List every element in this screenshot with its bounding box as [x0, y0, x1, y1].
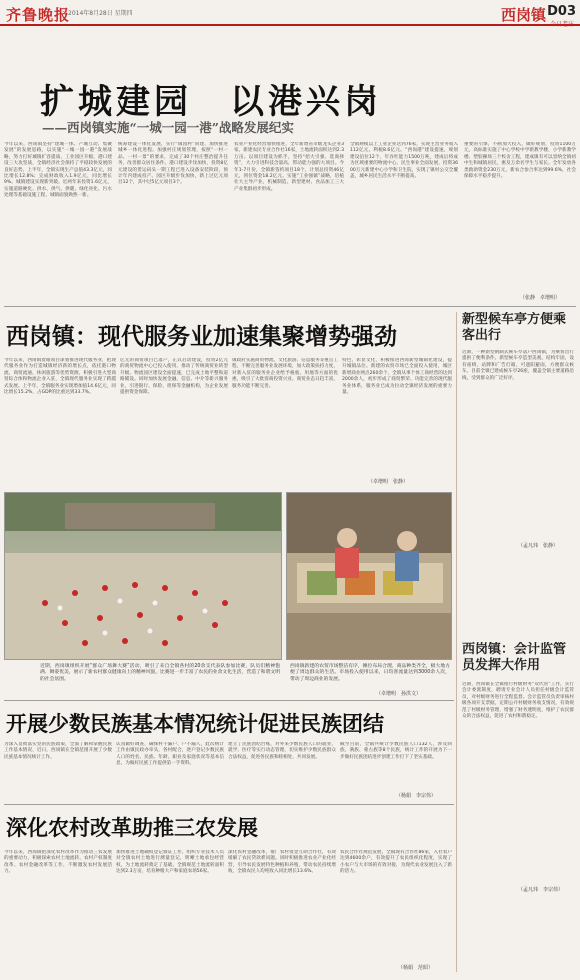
lead-headline: 扩城建园 以港兴岗	[40, 82, 382, 122]
article2-body-col2: 亿元的商贸项目已落户，正式启动建设，投资2亿元的商贸物流中心已投入使用，推动了传统商贸业转型升级。物流园区建设全面提速，已完成土地平整和道路铺设。同时加快发展金融、信息、中介等新兴服务业，引进银行、保险、担保等金融机构，为企业发展提供资金保障。	[120, 358, 228, 396]
side-story1-headline: 新型候车亭方便乘客出行	[462, 312, 567, 343]
photo-caption-left: 近期，西岗镇组织开展“群众广场舞大赛”活动，吸引了来自全镇各村的20余支代表队参加比赛，队员们精神饱满、舞姿优美，展示了新农村群众健康向上的精神风貌。比赛进一步丰富了农民的业余文化生活，营造了和谐文明的社会氛围。	[40, 664, 280, 682]
article3-body-col2: 认真做好调查，确保村不漏户、户不漏人，此次统计工作由镇民政办牵头，各村配合，逐户登记少数民族人口的姓名、民族、年龄、职业及家庭状况等基本信息，为做好民族工作提供第一手资料。	[116, 742, 224, 767]
divider	[4, 306, 576, 307]
market-photo	[286, 492, 452, 660]
masthead	[0, 0, 580, 26]
side-story2	[462, 642, 576, 972]
article2-body-col1: 今年以来，西岗镇着眼项目谋划推进现代服务业，把现代服务业作为打造城镇经济新的增长点，依托港口物流、商贸流通、休闲旅游等优势资源，积极引进大型商贸综合体和物流企业入驻，全镇现代服务业实现了跨越式发展。上半年，全镇服务业实现增加值14.6亿元，同比增长15.2%，占GDP的比重达到33.7%。	[4, 358, 116, 396]
article2-body-col4: 特色，彰显文化，积极推进西岗新型城镇化建设，提升城镇品位。新建的农贸市场已全面投入使用，城区新增商业网点260余个，全镇从事个体工商经营的达到2000余人，初步形成了商贸繁荣、功能完善的现代服务业体系，服务业已成为拉动全镇经济发展的重要力量。	[342, 358, 452, 396]
edition-label: 今日老庄	[549, 21, 574, 28]
article3-body-col3: 建立了民族团结台账，对外来少数民族人口的就业、就学、医疗等实行动态管理，切实维护少数民族群众合法权益，促进各民族和睦相处，共同发展。	[228, 742, 336, 760]
article3-headline: 开展少数民族基本情况统计促进民族团结	[6, 711, 384, 736]
square-dance-photo	[4, 492, 282, 660]
side-story1-body: 近期，一种新型钢制式候车亭落户西岗镇，为乘客出行提供了便利条件。新型候车亭造型美观、结构牢固，设有座椅、站牌和广告灯箱，可遮阳避雨，方便群众候车。目前全镇已建成候车亭26座，覆盖全镇主要道路沿线，受到群众的广泛好评。	[462, 350, 574, 381]
article3-body-col1: 为深入贯彻落实党的民族政策，全面了解和掌握民族工作基本情况，近日，西岗镇在全镇范围开展了少数民族基本情况统计工作。	[4, 742, 112, 760]
article4-body-col1: 今年以来，西岗镇把深化农村改革作为推动三农发展的重要动力，积极探索农村土地流转、农村产权制度改革、农村金融改革等工作，不断激发农村发展活力。	[4, 850, 112, 875]
divider	[4, 700, 454, 701]
lead-body-col3: 农业产业化经营加快推进，全年新增省市级龙头企业3家，新建农民专业合作社16家，土地流转面积达到2.3万亩。以项目建设为抓手，坚持“招大引强、选商择资”，大力引进科技含量高、带动能力强的大项目。今年1-7月份，全镇新签约项目18个，计划总投资46亿元，到位资金18.2亿元。实施“工业强镇”战略，培植壮大主导产业，机械制造、新型建材、食品加工三大产业集群初步形成。	[234, 142, 344, 192]
lead-body-col5: 重要的引擎，不断加大投入，做好规划，投资1100万元，高标准实施了中心学校中学新教学楼、小学新教学楼、塑胶操场三个校舍工程，建成镇有可以容纳全镇初中生和城镇居民，惠及万余名学生与家长。全年发放各类救助资金230万元，新农合参合率达到99.6%，社会保障水平稳步提升。	[464, 142, 576, 180]
page-number: D03	[547, 4, 576, 19]
section-name: 西岗镇	[500, 6, 546, 24]
article4-byline: （杨娟 范昭）	[398, 965, 434, 971]
side-story2-headline: 西岗镇：会计监管员发挥大作用	[462, 642, 567, 673]
side-story1-byline: （孟凡玮 张静）	[518, 543, 559, 549]
lead-subheadline: ——西岗镇实施“一城一园一港”战略发展纪实	[42, 120, 294, 135]
article2-byline: （卓增明 张静）	[368, 479, 409, 485]
side-divider	[456, 312, 457, 972]
article3-body-col4: 截至目前，全镇共统计少数民族人口132人，涉及回族、满族、蒙古族等8个民族，统计工作的开展为下一步做好民族团结进步创建工作打下了坚实基础。	[340, 742, 452, 760]
article2-body-col3: 镇政府实施商贸物流、文化旅游、信息服务等重点工程，不断完善服务业发展环境，加大政策扶持力度，对新入驻的服务业企业给予税收、用地等方面的优惠，吸引了大批客商投资兴业。商贸业态日趋丰富，服务功能不断完善。	[232, 358, 338, 389]
article4-body-col2: 加快推进土地确权登记颁证工作，组织专业技术人员对全镇农村土地进行测量登记，明晰土地承包经营权，为土地流转奠定了基础。全镇规范土地流转面积达到2.3万亩，培育种粮大户和家庭农场56家。	[116, 850, 224, 875]
lead-body-col1: 今年以来，西岗镇坚持“建城一体、产城互动、集聚发展”的发展思路，以实施“一城一园一港”发展战略，努力打好城镇扩容提质、工业园区升级、港口建设三大攻坚战，全镇经济社会保持了平稳较快发展的良好态势。上半年，全镇实现生产总值43.3亿元，同比增长12.8%；完成财政收入1.9亿元，同比增长9%。城镇建设实现新突破。近两年来投资1.6亿元，实施道路硬化、供水、供气、供暖、绿化亮化、污水处理等基础设施工程，城镇面貌焕然一新。	[4, 142, 112, 199]
divider	[4, 804, 454, 805]
lead-byline: （张静 卓增明）	[520, 295, 561, 301]
article4-body-col4: 农民合作社规范发展，全镇现有合作社86家，入社农户达到4600余户，有效提升了农民组织化程度，实现了小农户与大市场的有效对接，为现代农业发展注入了新的活力。	[340, 850, 452, 875]
article2-headline: 西岗镇：现代服务业加速集聚增势强劲	[6, 323, 397, 350]
photo-byline: （卓增明 孙洪文）	[376, 691, 422, 697]
article4-body-col3: 深化农村金融改革，推广农村资金互助合作社，有效缓解了农民贷款难问题。同时积极推进农业产业化经营，引导农民发展特色种植和养殖，带动农民持续增收，全镇农民人均纯收入同比增长13.6%。	[228, 850, 336, 875]
lead-body-col2: 统筹建设一体化发展，实行“镇园村”同建、加快推进城乡一体化进程。加强村庄规划管理，按照“一村一品、一村一景”的要求，完成了30个村庄整治提升任务，改善群众居住条件。港口建设步伐加快，投资8亿元建设的货运码头一期工程已进入设备安装阶段，预计年内建成投产。园区升级步伐加快，新上过亿元项目12个，其中过5亿元项目3个。	[118, 142, 228, 186]
article4-headline: 深化农村改革助推三农发展	[6, 815, 258, 840]
lead-body-col4: 全镇规模以上工业企业达到76家，实现主营业务收入112亿元，利税8.6亿元。“西岗港”建设提速，规划建设泊位12个，年吞吐能力1500万吨，建成后将成为区域重要的物流中心。民生事业全面发展，投资3600万元新建中心小学和卫生院，实现了镇村公交全覆盖，城乡居民生活水平不断提高。	[350, 142, 458, 180]
article3-byline: （杨娟 李宗伟）	[396, 793, 437, 799]
issue-date: 2014年8月28日 星期四	[68, 10, 133, 17]
side-story2-byline: （孟凡玮 李宗伟）	[518, 887, 564, 893]
newspaper-logo: 齐鲁晚报	[6, 6, 71, 24]
side-story1	[462, 312, 576, 572]
side-story2-body: 近期，西岗镇在全镇推行村级财务“双代管”工作，实行会计委派制度，聘请专业会计人员担任村级会计监管员，对村级财务进行全程监督。会计监管员负责审核村级各项开支票据，定期公开村级财务收支情况，有效规范了村级财务管理，增强了财务透明度，维护了农民群众的合法权益，促进了农村和谐稳定。	[462, 682, 574, 720]
photo-caption-right: 西岗镇新建的农贸市场整洁有序，摊位布局合理，商品种类齐全，极大地方便了周边群众的生活。市场投入使用以来，日均客流量达到3000余人次，带动了周边商业的发展。	[290, 664, 450, 682]
